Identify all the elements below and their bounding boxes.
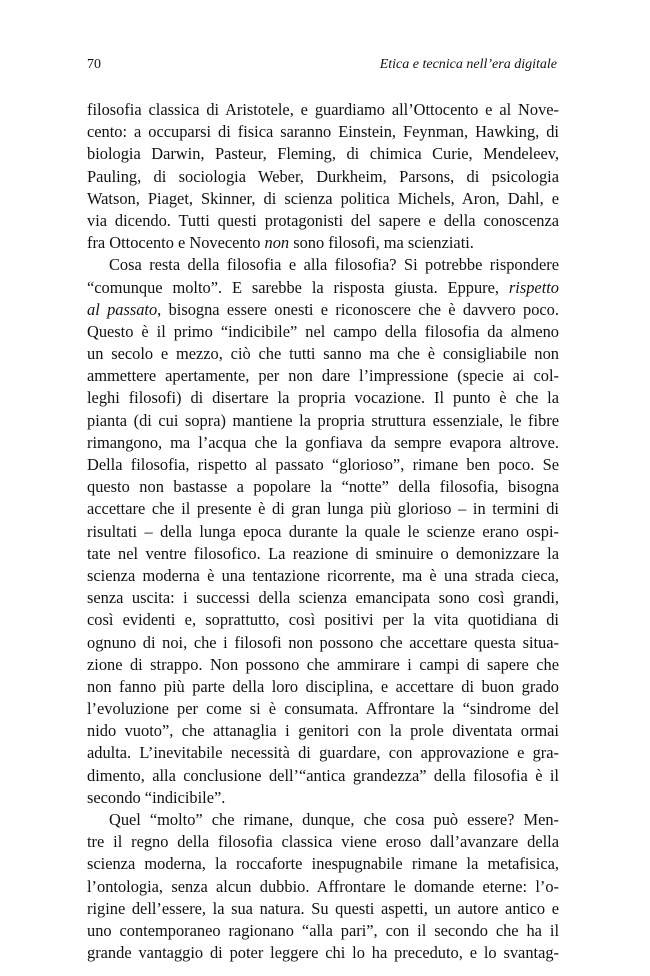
text-line: [87, 232, 559, 254]
text-line: Cosa resta della filosofia e alla filosofia? Si potrebbe rispondere: [109, 255, 559, 275]
text-line: [87, 299, 559, 321]
text-line: ammettere apertamente, per non dare l’impressione (specie ai col-: [87, 366, 559, 386]
text-line: scienza moderna, la roccaforte inespugnabile rimane la metafisica,: [87, 854, 559, 874]
text-line: Quel “molto” che rimane, dunque, che cosa può essere? Men-: [109, 810, 559, 829]
text-line: tre il regno della filosofia classica viene eroso dall’avanzare della: [87, 832, 559, 852]
text-line: secondo “indicibile”.: [87, 787, 226, 807]
text-line: questo non bastasse a popolare la “notte” della filosofia, bisogna: [87, 477, 559, 497]
italic-segment: rispetto: [508, 277, 559, 297]
text-line: Watson, Piaget, Skinner, di scienza politica Michels, Aron, Dahl, e: [87, 188, 559, 208]
text-line: biologia Darwin, Pasteur, Fleming, di chimica Curie, Mendeleev,: [87, 144, 559, 164]
text-line: senza uscita: i successi della scienza emancipata sono così grandi,: [87, 588, 559, 608]
text-line: adulta. L’inevitabile necessità di guardare, con approvazione e gra-: [87, 743, 559, 763]
text-line: Della filosofia, rispetto al passato “glorioso”, rimane ben poco. Se: [87, 455, 559, 474]
text-line: [87, 277, 559, 299]
text-line: nido vuoto”, che attanaglia i genitori con la prole diventata ormai: [87, 721, 559, 741]
page-number: 70: [87, 57, 101, 72]
text-line: via dicendo. Tutti questi protagonisti del sapere e della conoscenza: [87, 210, 559, 230]
text-line: non fanno più parte della loro disciplina, e accettare di buon grado: [87, 676, 559, 696]
text-line: dimento, alla conclusione dell’“antica grandezza” della filosofia è il: [87, 765, 559, 785]
italic-segment: non: [264, 233, 290, 253]
text-line: cento: a occuparsi di fisica saranno Einstein, Feynman, Hawking, di: [87, 122, 559, 142]
text-line: Pauling, di sociologia Weber, Durkheim, Parsons, di psicologia: [87, 166, 559, 186]
text-line: un secolo e mezzo, ciò che tutti sanno ma che è consigliabile non: [87, 344, 559, 364]
text-line: rimangono, ma l’acqua che la gonfiava da sempre evapora altrove.: [87, 432, 559, 452]
text-line: così evidenti e, soprattutto, così positivi per la vita quotidiana di: [87, 610, 559, 630]
text-line: filosofia classica di Aristotele, e guardiamo all’Ottocento e al Nove-: [87, 100, 559, 119]
text-line: zione di strappo. Non possono che ammirare i campi di sapere che: [87, 654, 559, 674]
text-segment: sono filosofi, ma scienziati.: [289, 233, 474, 253]
text-line: ognuno di noi, che i filosofi non possono che accettare questa situa-: [87, 632, 559, 652]
text-line: risultati – della lunga epoca durante la quale le scienze erano ospi-: [87, 521, 559, 541]
italic-segment: al passato: [87, 299, 158, 319]
body-text: [87, 99, 559, 964]
text-line: rigine dell’essere, la sua natura. Su questi aspetti, un autore antico e: [87, 898, 559, 918]
text-line: pianta (di cui sopra) mantiene la propria struttura essenziale, le fibre: [87, 410, 559, 430]
text-line: grande vantaggio di poter leggere chi lo ha preceduto, e lo svantag-: [87, 943, 559, 963]
text-segment: , bisogna essere onesti e riconoscere che è davvero poco.: [157, 299, 559, 319]
page-header: [87, 55, 557, 75]
text-line: tate nel ventre filosofico. La reazione di sminuire o demonizzare la: [87, 543, 559, 563]
text-line: accettare che il presente è di gran lunga più glorioso – in termini di: [87, 499, 559, 519]
text-line: l’evoluzione per come si è consumata. Affrontare la “sindrome del: [87, 699, 559, 719]
text-line: uno contemporaneo ragionano “alla pari”, con il secondo che ha il: [87, 920, 559, 940]
running-title: Etica e tecnica nell’era digitale: [379, 57, 557, 72]
text-line: scienza moderna è una tentazione ricorrente, ma è una strada cieca,: [87, 565, 559, 585]
text-segment: fra Ottocento e Novecento: [87, 233, 265, 253]
text-line: Questo è il primo “indicibile” nel campo della filosofia da almeno: [87, 321, 559, 341]
text-line: leghi filosofi) di disertare la propria vocazione. Il punto è che la: [87, 388, 559, 408]
text-segment: “comunque molto”. E sarebbe la risposta giusta. Eppure,: [87, 277, 509, 297]
text-line: l’ontologia, senza alcun dubbio. Affrontare le domande eterne: l’o-: [87, 876, 559, 896]
